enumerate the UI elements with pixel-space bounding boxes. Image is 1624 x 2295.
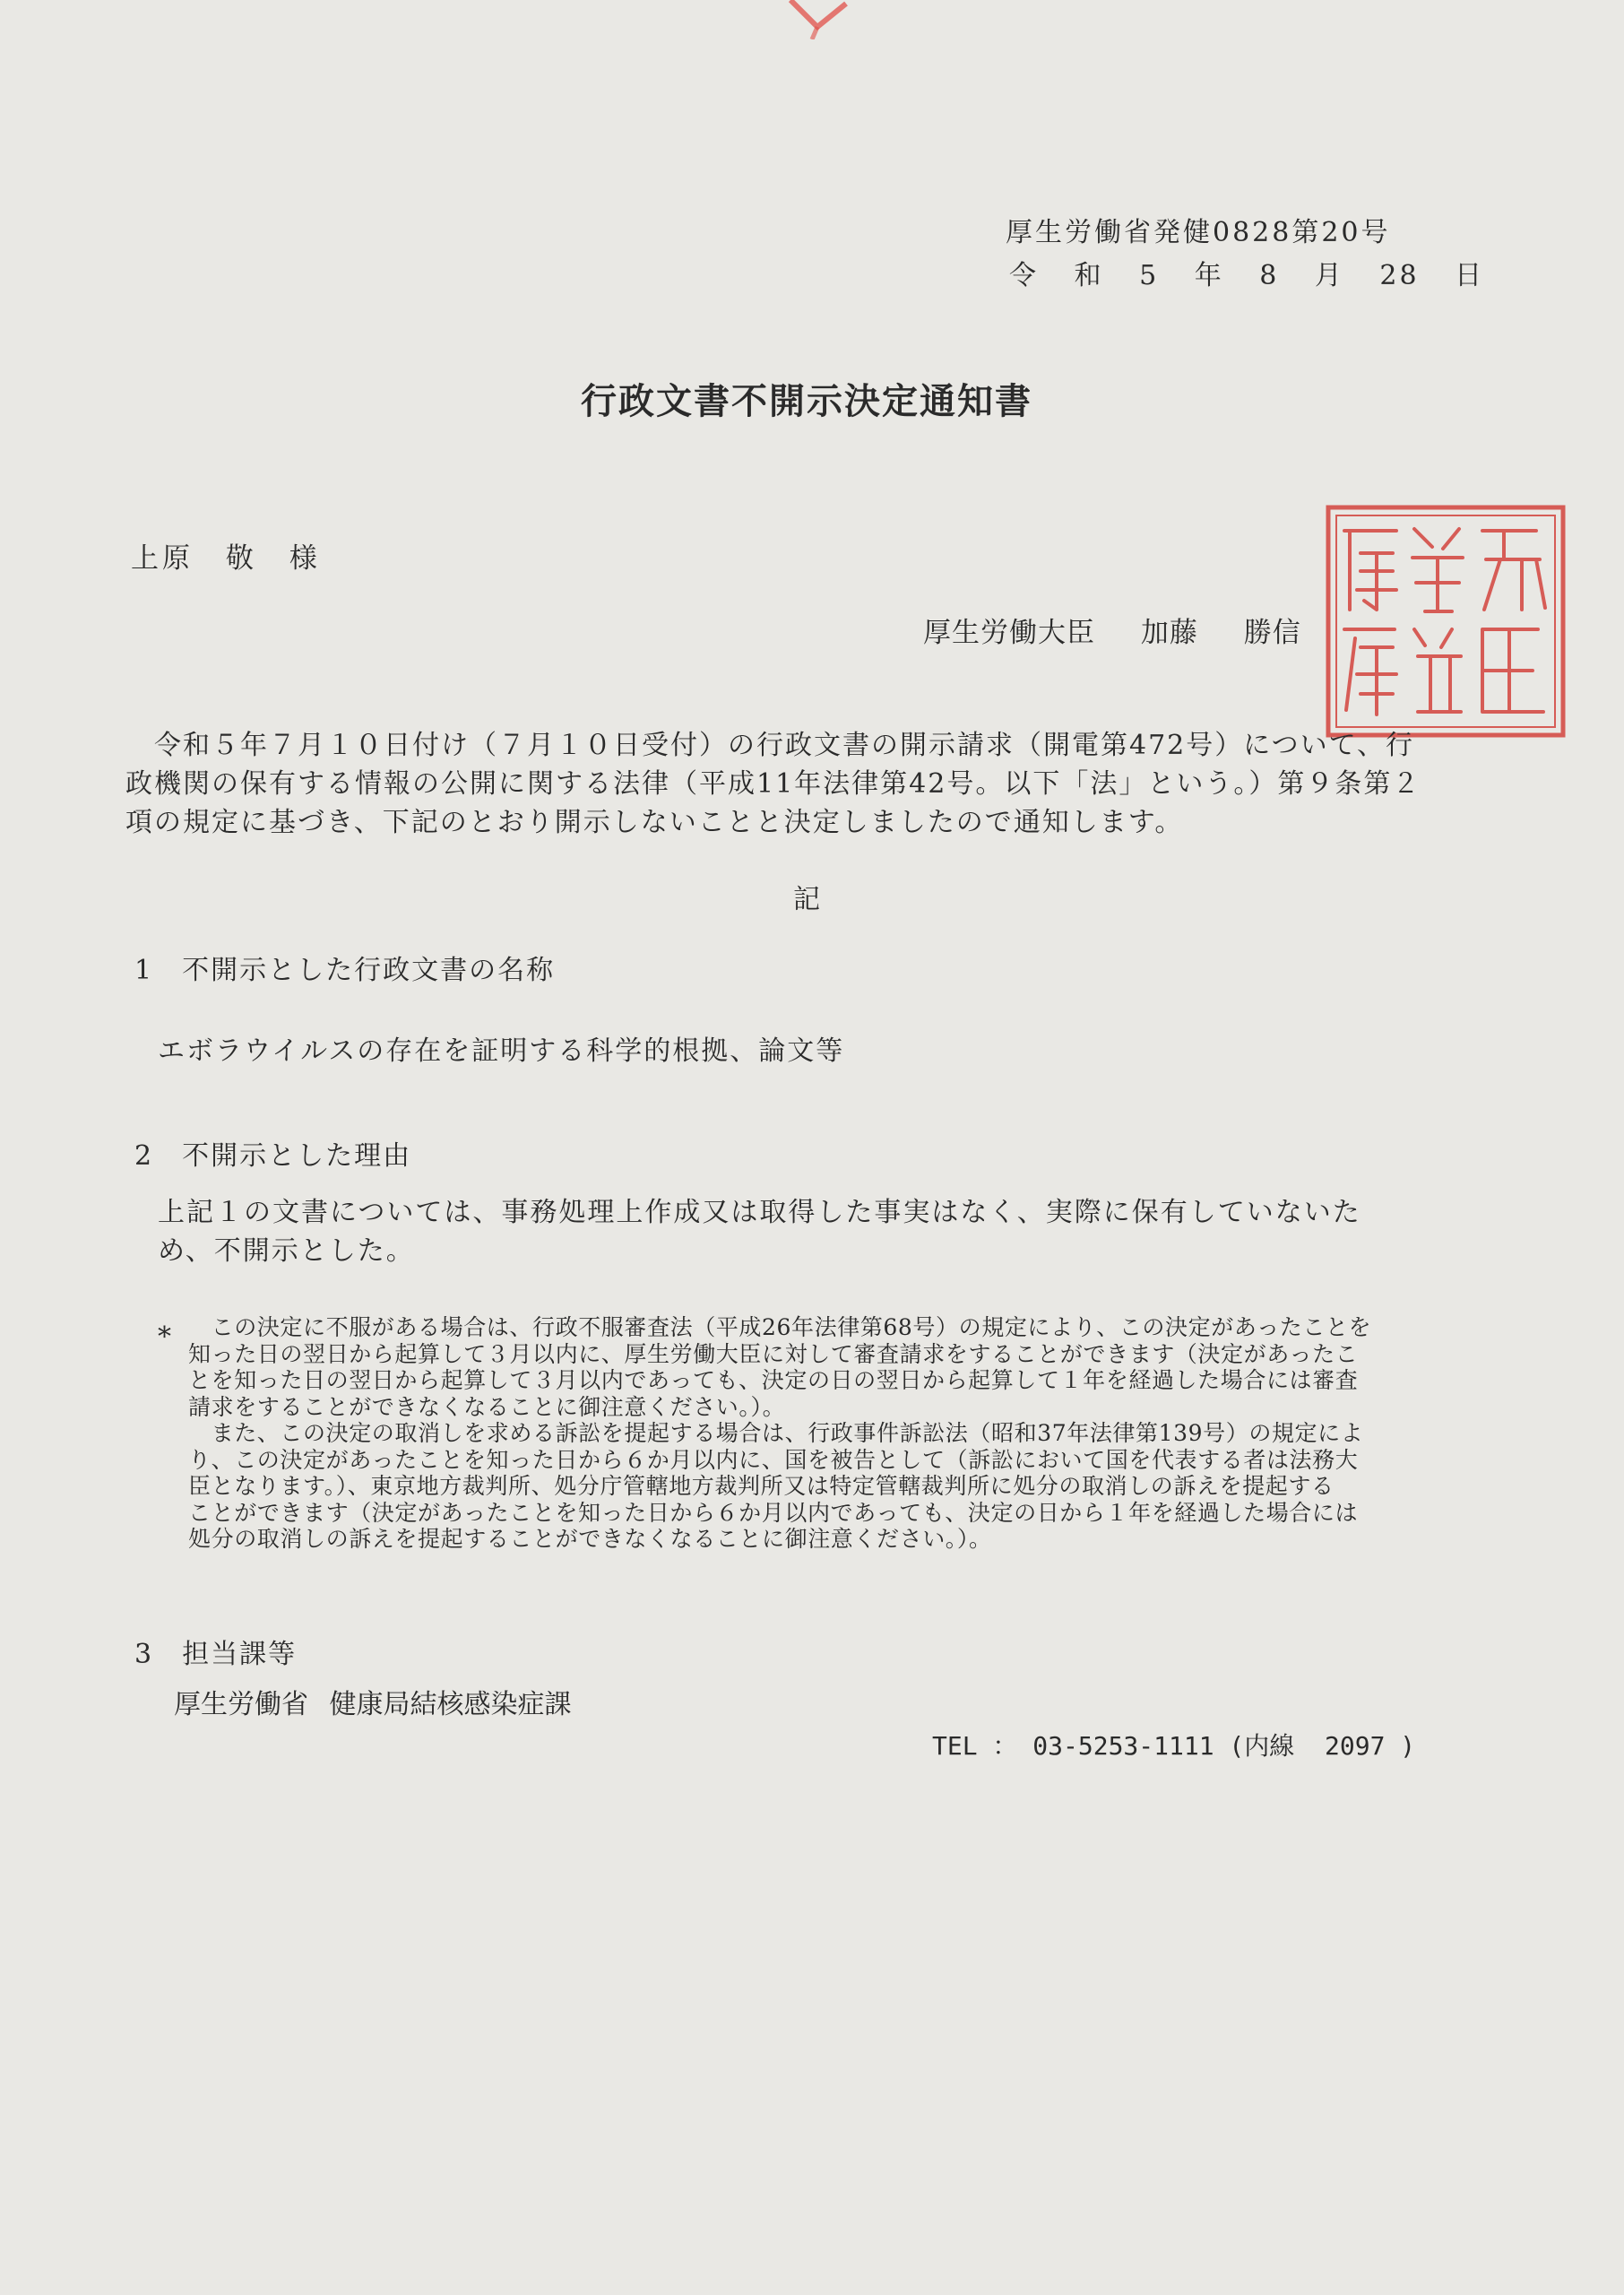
note-line: 処分の取消しの訴えを提起することができなくなることに御注意ください。）。 — [188, 1526, 992, 1552]
content-line: め、不開示とした。 — [158, 1235, 415, 1267]
document-date: 令 和 5 年 8 月 28 日 — [1009, 260, 1485, 291]
section-2-heading — [134, 1140, 411, 1173]
content-line: 上記１の文書については、事務処理上作成又は取得した事実はなく、実際に保有していないた — [158, 1197, 1361, 1228]
section-number: 3 — [134, 1639, 152, 1670]
section-3-content: 厚生労働省 健康局結核感染症課 — [174, 1689, 572, 1720]
official-seal — [1325, 504, 1567, 739]
document-title: 行政文書不開示決定通知書 — [581, 380, 1032, 422]
section-title: 担当課等 — [182, 1639, 298, 1670]
telephone-number: TEL ： 03-5253-1111 (内線 2097 ) — [932, 1731, 1416, 1761]
note-line: 臣となります。）、東京地方裁判所、処分庁管轄地方裁判所又は特定管轄裁判所に処分の取消しの訴えを提起する — [188, 1473, 1335, 1499]
note-line: 請求をすることができなくなることに御注意ください。）。 — [188, 1393, 786, 1420]
note-asterisk: * — [158, 1321, 171, 1353]
note-line: とを知った日の翌日から起算して３月以内であっても、決定の日の翌日から起算して１年を経過した場合には審査 — [188, 1367, 1359, 1393]
section-2-content — [158, 1193, 1457, 1270]
section-number: 1 — [134, 955, 152, 986]
note-line: り、この決定があったことを知った日から６か月以内に、国を被告として（訴訟において国を代表する者は法務大 — [188, 1446, 1359, 1473]
appeal-note — [188, 1314, 1371, 1553]
note-line: 知った日の翌日から起算して３月以内に、厚生労働大臣に対して審査請求をすることができます（決定があったこ — [188, 1340, 1359, 1367]
document-number: 厚生労働省発健0828第20号 — [1006, 217, 1391, 248]
note-line: この決定に不服がある場合は、行政不服審査法（平成26年法律第68号）の規定により、この決定があったことを — [188, 1314, 1372, 1340]
recipient: 上原 敬 様 — [131, 542, 321, 575]
section-title: 不開示とした理由 — [182, 1140, 412, 1172]
section-3-heading — [134, 1639, 297, 1671]
section-1-content: エボラウイルスの存在を証明する科学的根拠、論文等 — [158, 1035, 845, 1067]
body-line: 令和５年７月１０日付け（７月１０日受付）の行政文書の開示請求（開電第472号）について、行 — [125, 730, 1415, 761]
note-line: ことができます（決定があったことを知った日から６か月以内であっても、決定の日から１年を経過した場合には — [188, 1499, 1359, 1526]
section-1-heading — [134, 955, 555, 987]
section-title: 不開示とした行政文書の名称 — [182, 955, 556, 986]
body-paragraph — [125, 726, 1481, 842]
red-mark-top — [773, 0, 862, 39]
ki-heading: 記 — [793, 884, 820, 915]
body-line: 政機関の保有する情報の公開に関する法律（平成11年法律第42号。以下「法」という。）第９条第２ — [125, 768, 1421, 800]
note-line: また、この決定の取消しを求める訴訟を提起する場合は、行政事件訴訟法（昭和37年法律第139号）の規定によ — [188, 1420, 1364, 1446]
sender: 厚生労働大臣 加藤 勝信 — [923, 617, 1301, 649]
body-line: 項の規定に基づき、下記のとおり開示しないことと決定しましたので通知します。 — [125, 807, 1184, 838]
section-number: 2 — [134, 1140, 152, 1172]
